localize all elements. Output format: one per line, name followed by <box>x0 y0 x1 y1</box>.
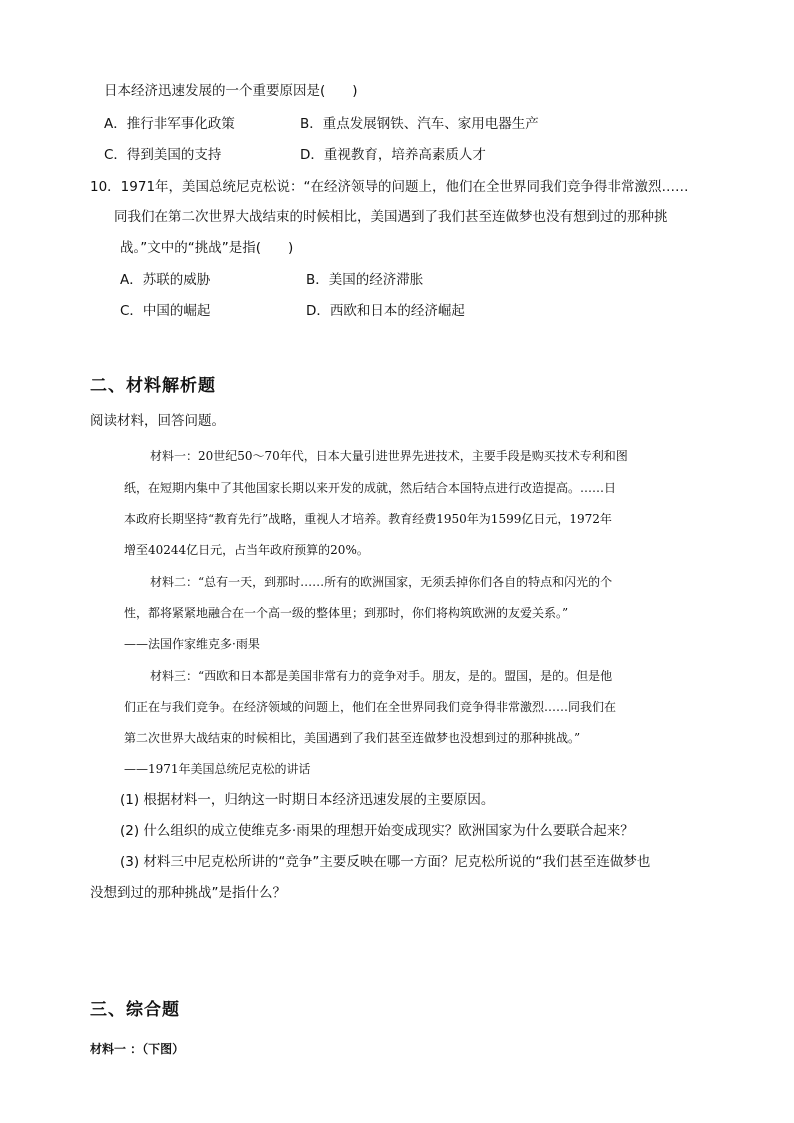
subquestion-3-line-2: 没想到过的那种挑战”是指什么？ <box>90 885 286 901</box>
q10-line-3: 战。”文中的“挑战”是指( ) <box>120 240 294 256</box>
q10-option-b: B．美国的经济滞胀 <box>306 272 424 288</box>
subquestion-2: (2) 什么组织的成立使维克多·雨果的理想开始变成现实？欧洲国家为什么要联合起来？ <box>120 823 634 839</box>
material-2-source: ——法国作家维克多·雨果 <box>124 637 260 651</box>
subquestion-3-line-1: (3) 材料三中尼克松所讲的“竞争”主要反映在哪一方面？尼克松所说的“我们甚至连做梦也 <box>120 854 651 870</box>
material-1-line-4: 增至40244亿日元，占当年政府预算的20%。 <box>124 543 369 557</box>
material-1-line-1: 材料一：20世纪50～70年代，日本大量引进世界先进技术，主要手段是购买技术专利和图 <box>150 449 628 463</box>
q9-option-b: B．重点发展钢铁、汽车、家用电器生产 <box>300 116 539 132</box>
q10-line-2: 同我们在第二次世界大战结束的时候相比，美国遇到了我们甚至连做梦也没有想到过的那种挑 <box>114 209 668 225</box>
material-1-line-2: 纸，在短期内集中了其他国家长期以来开发的成就，然后结合本国特点进行改造提高。……日 <box>124 481 617 495</box>
material-3-source: ——1971年美国总统尼克松的讲话 <box>124 762 311 776</box>
section-2-intro: 阅读材料，回答问题。 <box>90 413 225 429</box>
material-3-line-1: 材料三：“西欧和日本都是美国非常有力的竞争对手。朋友，是的。盟国，是的。但是他 <box>150 669 613 683</box>
material-2-line-2: 性，都将紧紧地融合在一个高一级的整体里；到那时，你们将构筑欧洲的友爱关系。” <box>124 606 569 620</box>
q9-option-a: A．推行非军事化政策 <box>104 116 235 132</box>
q10-option-c: C．中国的崛起 <box>120 303 211 319</box>
q10-option-d: D．西欧和日本的经济崛起 <box>306 303 465 319</box>
section-3-title: 三、综合题 <box>90 1000 180 1020</box>
material-3-line-2: 们正在与我们竞争。在经济领域的问题上，他们在全世界同我们竞争得非常激烈……同我们在 <box>124 700 617 714</box>
q10-line-1: 10．1971年，美国总统尼克松说：“在经济领导的问题上，他们在全世界同我们竞争得非常激烈…… <box>90 179 689 195</box>
q9-option-d: D．重视教育，培养高素质人才 <box>300 147 486 163</box>
section-2-title: 二、材料解析题 <box>90 376 216 396</box>
section-3-material-1-label: 材料一 ：（下图） <box>90 1042 185 1056</box>
material-2-line-1: 材料二：“总有一天，到那时……所有的欧洲国家，无须丢掉你们各自的特点和闪光的个 <box>150 575 613 589</box>
q10-option-a: A．苏联的威胁 <box>120 272 211 288</box>
q9-stem: 日本经济迅速发展的一个重要原因是( ) <box>104 83 358 99</box>
subquestion-1: (1) 根据材料一，归纳这一时期日本经济迅速发展的主要原因。 <box>120 792 495 808</box>
material-1-line-3: 本政府长期坚持“教育先行”战略，重视人才培养。教育经费1950年为1599亿日元，1972年 <box>124 512 612 526</box>
q9-option-c: C．得到美国的支持 <box>104 147 222 163</box>
material-3-line-3: 第二次世界大战结束的时候相比，美国遇到了我们甚至连做梦也没想到过的那种挑战。” <box>124 731 581 745</box>
